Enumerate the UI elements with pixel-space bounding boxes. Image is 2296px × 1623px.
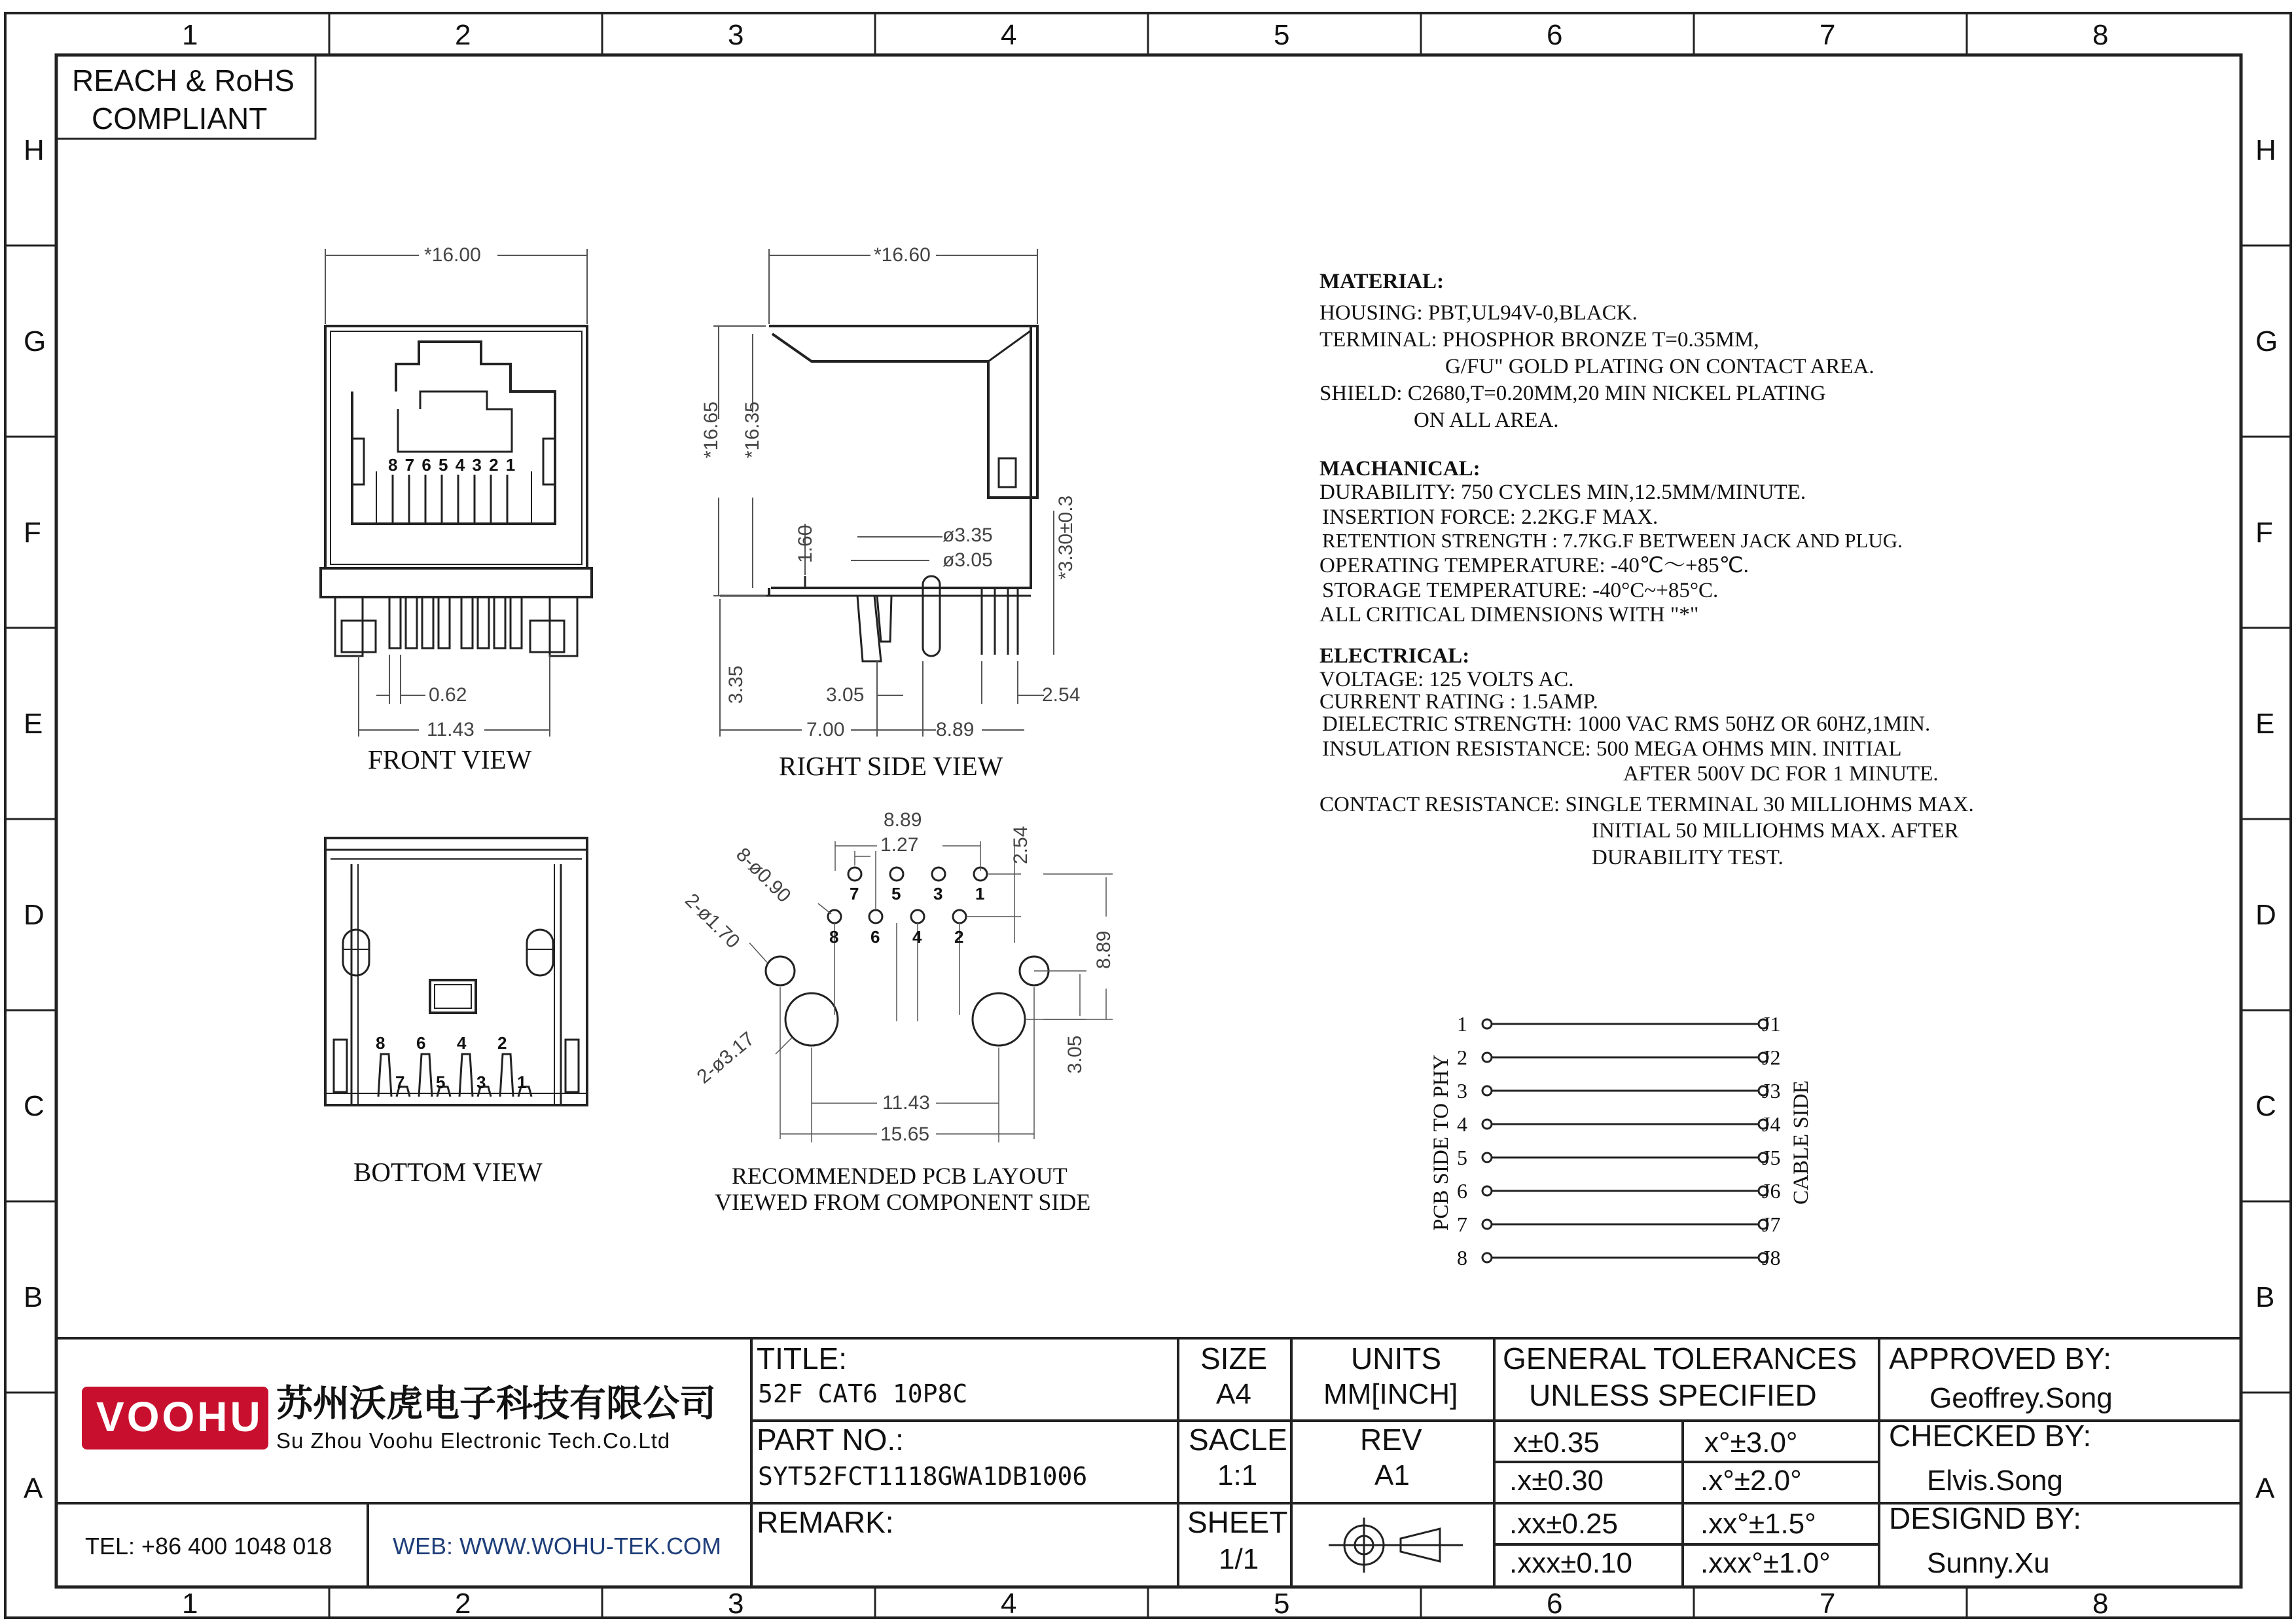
- pcb-vert-dim: 8.89: [1093, 930, 1115, 969]
- bottom-pin-label: 5: [436, 1072, 446, 1092]
- side-right-width-dim: 8.89: [936, 719, 975, 740]
- schematic-jack: J5: [1762, 1146, 1781, 1169]
- tolerance-cell: .x°±2.0°: [1700, 1465, 1802, 1497]
- checked-label: CHECKED BY:: [1889, 1419, 2092, 1453]
- schematic-pin: 6: [1457, 1179, 1467, 1203]
- company-web[interactable]: WEB: WWW.WOHU-TEK.COM: [393, 1533, 721, 1559]
- row-label: E: [24, 708, 43, 740]
- company-name-en: Su Zhou Voohu Electronic Tech.Co.Ltd: [276, 1429, 671, 1453]
- schematic-pin: 8: [1457, 1246, 1467, 1269]
- spec-line: OPERATING TEMPERATURE: -40℃～+85℃.: [1319, 554, 1749, 577]
- part-no-label: PART NO.:: [757, 1423, 904, 1457]
- tolerance-cell: .x±0.30: [1509, 1465, 1604, 1497]
- pcb-pin-label: 1: [975, 884, 985, 903]
- schematic-terminals: [1482, 1019, 1768, 1262]
- bottom-view-drawing: [325, 838, 587, 1105]
- row-label: H: [24, 134, 45, 166]
- front-pitch-dim: 0.62: [429, 684, 467, 706]
- bottom-view-caption: BOTTOM VIEW: [353, 1157, 543, 1187]
- row-label: A: [2255, 1472, 2275, 1504]
- spec-line: CURRENT RATING : 1.5AMP.: [1319, 690, 1598, 714]
- schematic-pin: 4: [1457, 1112, 1467, 1136]
- pcb-layout-caption-2: VIEWED FROM COMPONENT SIDE: [715, 1189, 1091, 1215]
- tolerance-cell: .xxx±0.10: [1509, 1547, 1633, 1579]
- spec-line: DURABILITY TEST.: [1592, 846, 1784, 869]
- tolerance-cell: .xx°±1.5°: [1700, 1508, 1816, 1540]
- brand-logo-text: VOOHU: [96, 1393, 263, 1440]
- row-label: C: [24, 1090, 45, 1122]
- side-dia-1-dim: ø3.35: [942, 524, 993, 546]
- bottom-pin-label: 4: [457, 1033, 467, 1053]
- schematic-jack: J1: [1762, 1012, 1781, 1036]
- spec-line: G/FU" GOLD PLATING ON CONTACT AREA.: [1445, 355, 1874, 378]
- title-block-grid: [56, 1338, 2241, 1587]
- tolerance-label-1: GENERAL TOLERANCES: [1503, 1341, 1857, 1376]
- rev-label: REV: [1360, 1423, 1422, 1457]
- spec-line: HOUSING: PBT,UL94V-0,BLACK.: [1319, 301, 1638, 325]
- column-label: 4: [1001, 19, 1017, 51]
- scale-value: 1:1: [1217, 1459, 1258, 1491]
- column-label: 7: [1820, 1588, 1836, 1620]
- pcb-row-gap-dim: 2.54: [1010, 826, 1031, 864]
- row-label: H: [2255, 134, 2276, 166]
- pcb-span-dim: 8.89: [884, 809, 922, 831]
- row-label: F: [24, 517, 41, 549]
- front-view-drawing: [321, 249, 592, 737]
- mechanical-heading: MACHANICAL:: [1319, 457, 1480, 481]
- size-label: SIZE: [1200, 1341, 1268, 1376]
- row-label: G: [2255, 325, 2278, 357]
- side-offset-dim: 3.05: [826, 684, 865, 706]
- projection-symbol: [1329, 1518, 1463, 1573]
- electrical-heading: ELECTRICAL:: [1319, 644, 1470, 668]
- pcb-pin-label: 3: [933, 884, 943, 903]
- row-label: C: [2255, 1090, 2276, 1122]
- column-label: 7: [1820, 19, 1836, 51]
- spec-line: DURABILITY: 750 CYCLES MIN,12.5MM/MINUTE.: [1319, 481, 1806, 504]
- pcb-pin-label: 4: [912, 927, 922, 947]
- column-label: 8: [2092, 1588, 2109, 1620]
- title-value: 52F CAT6 10P8C: [758, 1379, 968, 1408]
- column-label: 5: [1274, 1588, 1290, 1620]
- column-label: 2: [455, 19, 471, 51]
- pcb-layout-drawing: [749, 841, 1113, 1145]
- cable-side-label: CABLE SIDE: [1789, 1080, 1813, 1205]
- bottom-pin-label: 1: [517, 1072, 527, 1092]
- schematic-jack: J3: [1762, 1079, 1781, 1103]
- checked-value: Elvis.Song: [1927, 1465, 2063, 1497]
- row-label: G: [24, 325, 46, 357]
- front-width-dim: *16.00: [424, 244, 481, 266]
- designed-label: DESIGND BY:: [1889, 1501, 2081, 1535]
- column-label: 6: [1547, 1588, 1563, 1620]
- pcb-layout-caption-1: RECOMMENDED PCB LAYOUT: [732, 1163, 1067, 1189]
- pcb-shield-hole-right: [973, 993, 1025, 1046]
- sheet-label: SHEET: [1187, 1505, 1288, 1539]
- scale-label: SACLE: [1189, 1423, 1287, 1457]
- column-label: 3: [728, 1588, 744, 1620]
- material-heading: MATERIAL:: [1319, 270, 1444, 293]
- pcb-width-a-dim: 11.43: [882, 1092, 930, 1114]
- spec-line: INITIAL 50 MILLIOHMS MAX. AFTER: [1592, 819, 1959, 843]
- schematic-jack: J4: [1762, 1112, 1781, 1136]
- schematic-pin: 2: [1457, 1046, 1467, 1069]
- spec-line: RETENTION STRENGTH : 7.7KG.F BETWEEN JACK AND PLUG.: [1322, 529, 1903, 552]
- column-label: 5: [1274, 19, 1290, 51]
- rev-value: A1: [1374, 1459, 1410, 1491]
- approved-value: Geoffrey.Song: [1929, 1382, 2113, 1414]
- designed-value: Sunny.Xu: [1927, 1547, 2050, 1579]
- row-label: F: [2255, 517, 2273, 549]
- spec-line: SHIELD: C2680,T=0.20MM,20 MIN NICKEL PLATING: [1319, 382, 1826, 405]
- title-label: TITLE:: [757, 1341, 848, 1376]
- pcb-pin-label: 5: [891, 884, 901, 903]
- compliance-line-1: REACH & RoHS: [72, 64, 295, 98]
- spec-line: CONTACT RESISTANCE: SINGLE TERMINAL 30 MILLIOHMS MAX.: [1319, 793, 1974, 816]
- column-label: 1: [182, 19, 198, 51]
- column-label: 6: [1547, 19, 1563, 51]
- pcb-side-label: PCB SIDE TO PHY: [1429, 1054, 1453, 1231]
- row-label: D: [2255, 899, 2276, 931]
- bottom-pin-label: 2: [497, 1033, 507, 1053]
- size-value: A4: [1216, 1378, 1251, 1410]
- tolerance-cell: x°±3.0°: [1704, 1427, 1798, 1459]
- bottom-pin-label: 3: [476, 1072, 486, 1092]
- spec-line: AFTER 500V DC FOR 1 MINUTE.: [1623, 762, 1939, 786]
- compliance-line-2: COMPLIANT: [92, 101, 268, 136]
- side-dia-2-dim: ø3.05: [942, 549, 993, 571]
- pcb-width-b-dim: 15.65: [880, 1123, 930, 1145]
- pcb-shield-dim: 2-ø3.17: [692, 1028, 759, 1088]
- spec-line: INSERTION FORCE: 2.2KG.F MAX.: [1322, 505, 1659, 529]
- front-pin-numbers: 8 7 6 5 4 3 2 1: [388, 455, 517, 475]
- side-stem-dim: 1.60: [795, 524, 816, 563]
- pcb-pin-label: 8: [829, 927, 839, 947]
- right-side-view-caption: RIGHT SIDE VIEW: [779, 751, 1003, 781]
- column-label: 4: [1001, 1588, 1017, 1620]
- pcb-holes-dim: 8-ø0.90: [732, 843, 795, 907]
- tolerance-cell: x±0.35: [1513, 1427, 1600, 1459]
- bottom-pin-label: 8: [376, 1033, 386, 1053]
- tolerance-label-2: UNLESS SPECIFIED: [1529, 1378, 1817, 1412]
- side-left-width-dim: 7.00: [806, 719, 845, 740]
- right-side-view-drawing: [713, 249, 1054, 737]
- row-label: A: [24, 1472, 43, 1504]
- bottom-pin-label: 6: [416, 1033, 426, 1053]
- pcb-vert-2-dim: 3.05: [1064, 1035, 1086, 1074]
- pcb-shield-hole-left: [785, 993, 838, 1046]
- brand-logo: [82, 1387, 268, 1450]
- units-label: UNITS: [1351, 1341, 1441, 1376]
- wiring-schematic: [1482, 1019, 1768, 1262]
- schematic-pin: 5: [1457, 1146, 1467, 1169]
- company-name-cn: 苏州沃虎电子科技有限公司: [276, 1383, 716, 1424]
- pcb-pin-label: 7: [850, 884, 859, 903]
- side-height-b-dim: *16.35: [742, 401, 763, 458]
- schematic-pin: 3: [1457, 1079, 1467, 1103]
- schematic-jack: J8: [1762, 1246, 1781, 1269]
- spec-line: ALL CRITICAL DIMENSIONS WITH "*": [1319, 603, 1699, 627]
- schematic-jack: J6: [1762, 1179, 1781, 1203]
- part-no-value: SYT52FCT1118GWA1DB1006: [758, 1462, 1088, 1491]
- approved-label: APPROVED BY:: [1889, 1341, 2112, 1376]
- pcb-peg-hole-left: [766, 957, 795, 985]
- tolerance-cell: .xxx°±1.0°: [1700, 1547, 1831, 1579]
- side-width-dim: *16.60: [874, 244, 931, 266]
- spec-line: TERMINAL: PHOSPHOR BRONZE T=0.35MM,: [1319, 328, 1759, 352]
- schematic-jack: J7: [1762, 1213, 1781, 1236]
- pcb-pitch-dim: 1.27: [880, 834, 919, 856]
- schematic-pin: 7: [1457, 1213, 1467, 1236]
- schematic-jack: J2: [1762, 1046, 1781, 1069]
- spec-line: DIELECTRIC STRENGTH: 1000 VAC RMS 50HZ OR 60HZ,1MIN.: [1322, 712, 1931, 736]
- schematic-lines: [1487, 1024, 1763, 1258]
- front-view-caption: FRONT VIEW: [368, 744, 532, 775]
- side-left-height-dim: 3.35: [725, 665, 747, 704]
- row-label: D: [24, 899, 45, 931]
- column-label: 1: [182, 1588, 198, 1620]
- pcb-pin-label: 2: [954, 927, 964, 947]
- side-pin-length-dim: *3.30±0.3: [1055, 495, 1077, 579]
- side-height-a-dim: *16.65: [700, 401, 722, 458]
- row-label: B: [24, 1281, 43, 1313]
- spec-line: ON ALL AREA.: [1414, 409, 1559, 432]
- sheet-value: 1/1: [1219, 1543, 1259, 1575]
- column-label: 3: [728, 19, 744, 51]
- bottom-pin-label: 7: [395, 1072, 405, 1092]
- pcb-pin-label: 6: [870, 927, 880, 947]
- spec-line: STORAGE TEMPERATURE: -40°C~+85°C.: [1322, 579, 1719, 602]
- remark-label: REMARK:: [757, 1505, 894, 1539]
- row-label: B: [2255, 1281, 2275, 1313]
- units-value: MM[INCH]: [1323, 1378, 1458, 1410]
- side-pitch-dim: 2.54: [1042, 684, 1081, 706]
- front-span-dim: 11.43: [427, 719, 475, 740]
- tolerance-cell: .xx±0.25: [1509, 1508, 1619, 1540]
- column-label: 8: [2092, 19, 2109, 51]
- spec-line: INSULATION RESISTANCE: 500 MEGA OHMS MIN. INITIAL: [1322, 737, 1902, 761]
- company-tel: TEL: +86 400 1048 018: [85, 1533, 332, 1559]
- row-label: E: [2255, 708, 2275, 740]
- pcb-peg-dim: 2-ø1.70: [681, 889, 744, 953]
- column-label: 2: [455, 1588, 471, 1620]
- schematic-pin: 1: [1457, 1012, 1467, 1036]
- spec-line: VOLTAGE: 125 VOLTS AC.: [1319, 668, 1574, 691]
